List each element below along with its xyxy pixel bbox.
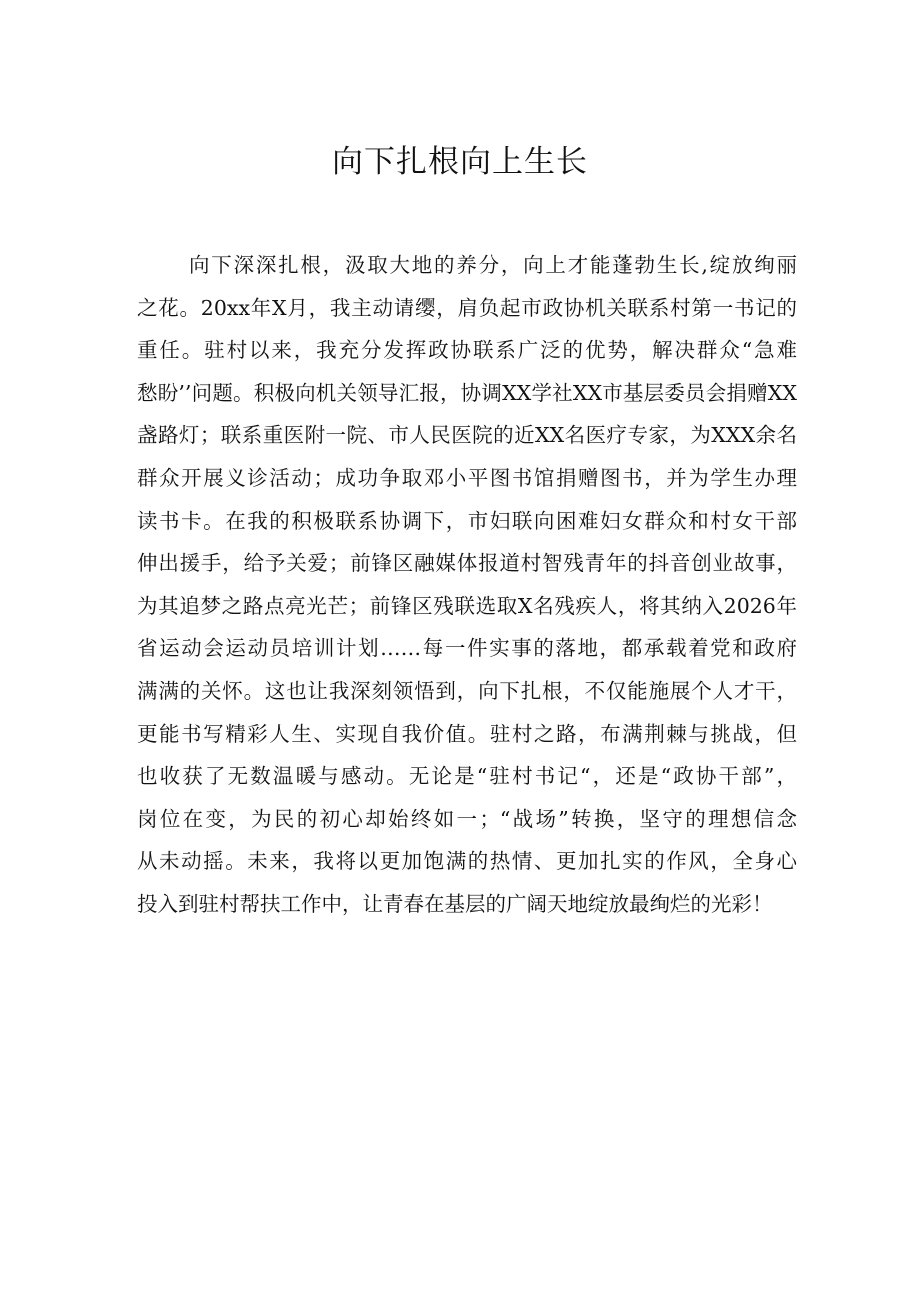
body-line: 满满的关怀。这也让我深刻领悟到，向下扎根，不仅能施展个人才干，	[137, 678, 797, 703]
body-line: 重任。驻村以来，我充分发挥政协联系广泛的优势，解决群众“急难	[137, 338, 797, 363]
body-line: 愁盼’’问题。积极向机关领导汇报，协调XX学社XX市基层委员会捐赠XX	[137, 380, 797, 405]
body-line: 向下深深扎根，汲取大地的养分，向上才能蓬勃生长,绽放绚丽	[189, 253, 797, 277]
body-line: 之花。20xx年X月，我主动请缨，肩负起市政协机关联系村第一书记的	[137, 295, 797, 320]
body-line: 岗位在变，为民的初心却始终如一；“战场”转换，坚守的理想信念	[137, 806, 797, 831]
body-line: 读书卡。在我的积极联系协调下，市妇联向困难妇女群众和村女干部	[137, 508, 797, 533]
document-title: 向下扎根向上生长	[332, 144, 588, 180]
body-line: 从未动摇。未来，我将以更加饱满的热情、更加扎实的作风，全身心	[137, 849, 797, 874]
body-line: 为其追梦之路点亮光芒；前锋区残联选取X名残疾人，将其纳入2026年	[137, 593, 797, 618]
body-line: 投入到驻村帮扶工作中，让青春在基层的广阔天地绽放最绚烂的光彩！	[137, 891, 773, 916]
document-body	[137, 244, 797, 926]
body-line: 省运动会运动员培训计划……每一件实事的落地，都承载着党和政府	[137, 636, 797, 661]
body-line: 盏路灯；联系重医附一院、市人民医院的近XX名医疗专家，为XXX余名	[137, 423, 797, 448]
body-line: 群众开展义诊活动；成功争取邓小平图书馆捐赠图书，并为学生办理	[137, 465, 797, 490]
body-line: 更能书写精彩人生、实现自我价值。驻村之路，布满荆棘与挑战，但	[137, 721, 797, 746]
body-line: 也收获了无数温暖与感动。无论是“驻村书记“，还是“政协干部”，	[137, 764, 797, 789]
body-line: 伸出援手，给予关爱；前锋区融媒体报道村智残青年的抖音创业故事，	[137, 551, 797, 576]
